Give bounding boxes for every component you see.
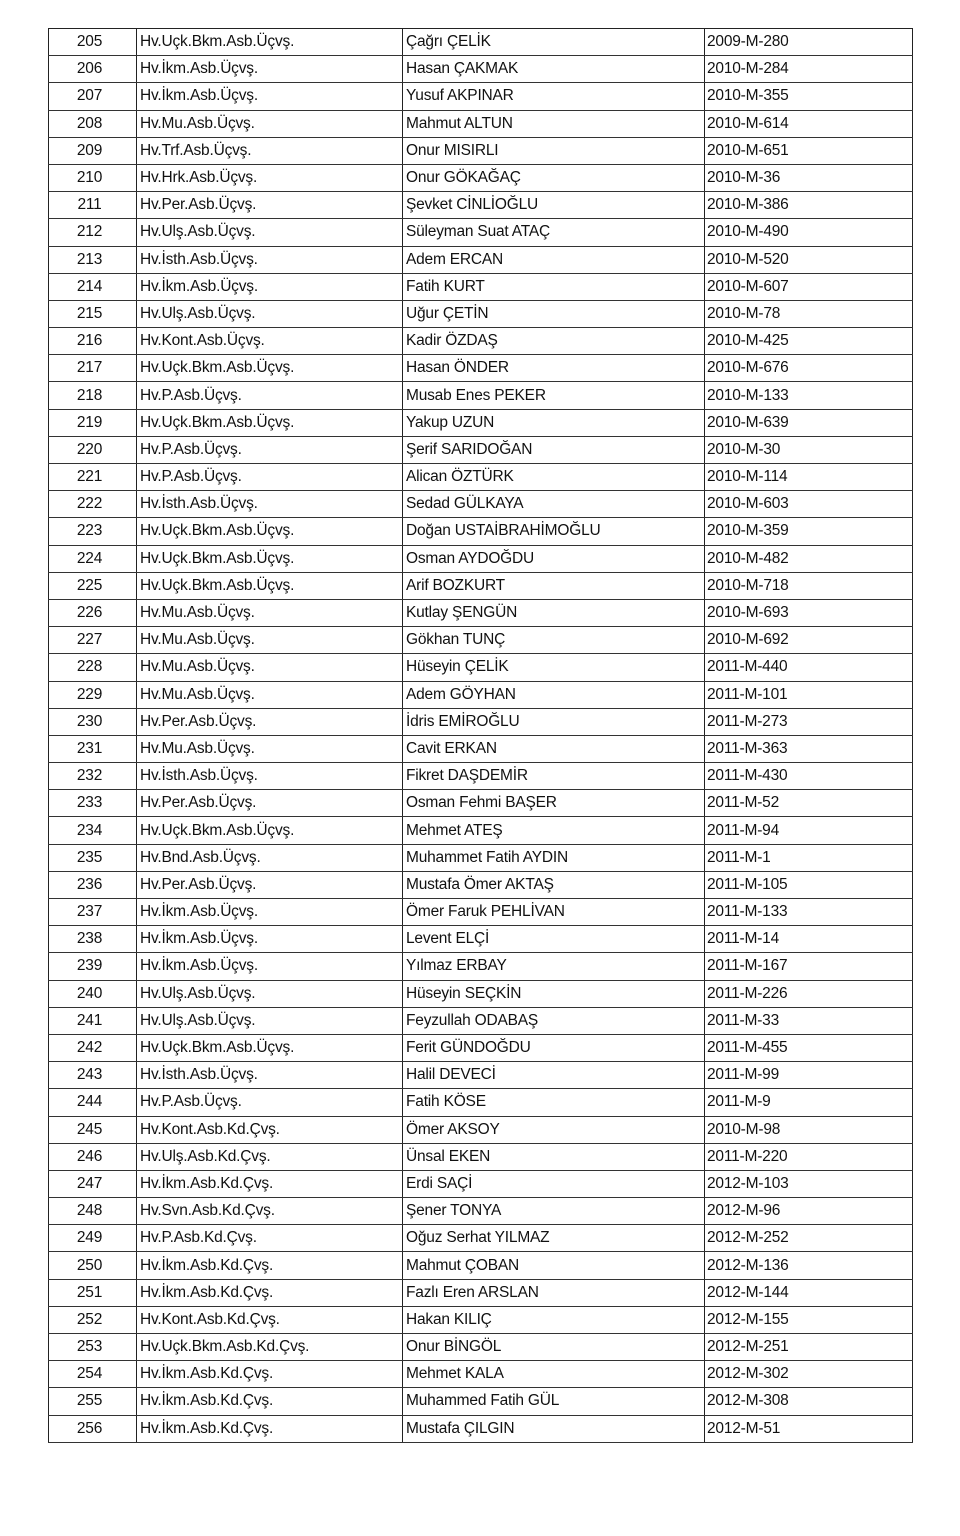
- table-row: [49, 83, 913, 110]
- table-row: [49, 491, 913, 518]
- unit-cell: Hv.İkm.Asb.Üçvş.: [137, 273, 403, 300]
- registry-number-cell: 2010-M-482: [705, 545, 913, 572]
- row-number-cell: 216: [49, 328, 137, 355]
- row-number-cell: 232: [49, 763, 137, 790]
- unit-cell: Hv.Mu.Asb.Üçvş.: [137, 110, 403, 137]
- registry-number-cell: 2011-M-52: [705, 790, 913, 817]
- registry-number-cell: 2010-M-359: [705, 518, 913, 545]
- registry-number-cell: 2011-M-9: [705, 1089, 913, 1116]
- unit-cell: Hv.Mu.Asb.Üçvş.: [137, 599, 403, 626]
- person-name-cell: Musab Enes PEKER: [403, 382, 705, 409]
- table-row: [49, 654, 913, 681]
- row-number-cell: 240: [49, 980, 137, 1007]
- table-row: [49, 817, 913, 844]
- person-name-cell: Mustafa ÇILGIN: [403, 1415, 705, 1442]
- person-name-cell: Hüseyin SEÇKİN: [403, 980, 705, 1007]
- person-name-cell: Oğuz Serhat YILMAZ: [403, 1225, 705, 1252]
- unit-cell: Hv.Mu.Asb.Üçvş.: [137, 735, 403, 762]
- unit-cell: Hv.Ulş.Asb.Üçvş.: [137, 300, 403, 327]
- row-number-cell: 243: [49, 1062, 137, 1089]
- person-name-cell: Mahmut ALTUN: [403, 110, 705, 137]
- unit-cell: Hv.Hrk.Asb.Üçvş.: [137, 164, 403, 191]
- row-number-cell: 205: [49, 29, 137, 56]
- row-number-cell: 256: [49, 1415, 137, 1442]
- registry-number-cell: 2011-M-363: [705, 735, 913, 762]
- unit-cell: Hv.Uçk.Bkm.Asb.Üçvş.: [137, 518, 403, 545]
- person-name-cell: Muhammed Fatih GÜL: [403, 1388, 705, 1415]
- row-number-cell: 238: [49, 926, 137, 953]
- registry-number-cell: 2012-M-302: [705, 1361, 913, 1388]
- row-number-cell: 230: [49, 708, 137, 735]
- registry-number-cell: 2010-M-386: [705, 192, 913, 219]
- unit-cell: Hv.Ulş.Asb.Üçvş.: [137, 219, 403, 246]
- row-number-cell: 211: [49, 192, 137, 219]
- unit-cell: Hv.Bnd.Asb.Üçvş.: [137, 844, 403, 871]
- registry-number-cell: 2011-M-226: [705, 980, 913, 1007]
- unit-cell: Hv.P.Asb.Kd.Çvş.: [137, 1225, 403, 1252]
- row-number-cell: 208: [49, 110, 137, 137]
- person-name-cell: Çağrı ÇELİK: [403, 29, 705, 56]
- registry-number-cell: 2010-M-36: [705, 164, 913, 191]
- unit-cell: Hv.İkm.Asb.Üçvş.: [137, 899, 403, 926]
- person-name-cell: Mustafa Ömer AKTAŞ: [403, 871, 705, 898]
- registry-number-cell: 2010-M-607: [705, 273, 913, 300]
- row-number-cell: 233: [49, 790, 137, 817]
- row-number-cell: 245: [49, 1116, 137, 1143]
- person-name-cell: Arif BOZKURT: [403, 572, 705, 599]
- table-row: [49, 953, 913, 980]
- table-row: [49, 382, 913, 409]
- registry-number-cell: 2011-M-455: [705, 1034, 913, 1061]
- unit-cell: Hv.İsth.Asb.Üçvş.: [137, 246, 403, 273]
- registry-number-cell: 2011-M-14: [705, 926, 913, 953]
- row-number-cell: 244: [49, 1089, 137, 1116]
- person-name-cell: Hasan ÖNDER: [403, 355, 705, 382]
- registry-number-cell: 2010-M-114: [705, 464, 913, 491]
- unit-cell: Hv.İkm.Asb.Kd.Çvş.: [137, 1388, 403, 1415]
- registry-number-cell: 2010-M-133: [705, 382, 913, 409]
- row-number-cell: 228: [49, 654, 137, 681]
- row-number-cell: 250: [49, 1252, 137, 1279]
- unit-cell: Hv.P.Asb.Üçvş.: [137, 464, 403, 491]
- person-name-cell: Kadir ÖZDAŞ: [403, 328, 705, 355]
- unit-cell: Hv.Uçk.Bkm.Asb.Üçvş.: [137, 29, 403, 56]
- unit-cell: Hv.Ulş.Asb.Üçvş.: [137, 980, 403, 1007]
- row-number-cell: 220: [49, 436, 137, 463]
- person-name-cell: Yusuf AKPINAR: [403, 83, 705, 110]
- table-row: [49, 137, 913, 164]
- unit-cell: Hv.Per.Asb.Üçvş.: [137, 708, 403, 735]
- person-name-cell: Sedad GÜLKAYA: [403, 491, 705, 518]
- table-row: [49, 599, 913, 626]
- table-row: [49, 1089, 913, 1116]
- row-number-cell: 209: [49, 137, 137, 164]
- table-row: [49, 899, 913, 926]
- unit-cell: Hv.İkm.Asb.Kd.Çvş.: [137, 1252, 403, 1279]
- registry-number-cell: 2012-M-136: [705, 1252, 913, 1279]
- table-row: [49, 763, 913, 790]
- table-row: [49, 980, 913, 1007]
- unit-cell: Hv.İkm.Asb.Üçvş.: [137, 56, 403, 83]
- table-row: [49, 871, 913, 898]
- table-row: [49, 192, 913, 219]
- unit-cell: Hv.Kont.Asb.Kd.Çvş.: [137, 1306, 403, 1333]
- unit-cell: Hv.P.Asb.Üçvş.: [137, 436, 403, 463]
- personnel-table: [48, 28, 913, 1443]
- table-row: [49, 1225, 913, 1252]
- table-row: [49, 409, 913, 436]
- person-name-cell: Mehmet ATEŞ: [403, 817, 705, 844]
- unit-cell: Hv.Uçk.Bkm.Asb.Üçvş.: [137, 817, 403, 844]
- registry-number-cell: 2010-M-693: [705, 599, 913, 626]
- person-name-cell: Levent ELÇİ: [403, 926, 705, 953]
- person-name-cell: Kutlay ŞENGÜN: [403, 599, 705, 626]
- row-number-cell: 249: [49, 1225, 137, 1252]
- unit-cell: Hv.Ulş.Asb.Üçvş.: [137, 1007, 403, 1034]
- table-row: [49, 1306, 913, 1333]
- row-number-cell: 237: [49, 899, 137, 926]
- table-row: [49, 926, 913, 953]
- registry-number-cell: 2011-M-133: [705, 899, 913, 926]
- personnel-table-body: [49, 29, 913, 1443]
- row-number-cell: 213: [49, 246, 137, 273]
- registry-number-cell: 2011-M-220: [705, 1143, 913, 1170]
- person-name-cell: Mahmut ÇOBAN: [403, 1252, 705, 1279]
- table-row: [49, 1252, 913, 1279]
- registry-number-cell: 2010-M-603: [705, 491, 913, 518]
- registry-number-cell: 2010-M-651: [705, 137, 913, 164]
- person-name-cell: Hasan ÇAKMAK: [403, 56, 705, 83]
- person-name-cell: Şener TONYA: [403, 1198, 705, 1225]
- person-name-cell: İdris EMİROĞLU: [403, 708, 705, 735]
- person-name-cell: Onur GÖKAĞAÇ: [403, 164, 705, 191]
- row-number-cell: 212: [49, 219, 137, 246]
- person-name-cell: Fatih KURT: [403, 273, 705, 300]
- table-row: [49, 328, 913, 355]
- registry-number-cell: 2012-M-155: [705, 1306, 913, 1333]
- registry-number-cell: 2012-M-96: [705, 1198, 913, 1225]
- row-number-cell: 255: [49, 1388, 137, 1415]
- unit-cell: Hv.İkm.Asb.Üçvş.: [137, 83, 403, 110]
- table-row: [49, 1334, 913, 1361]
- person-name-cell: Cavit ERKAN: [403, 735, 705, 762]
- registry-number-cell: 2010-M-692: [705, 627, 913, 654]
- row-number-cell: 231: [49, 735, 137, 762]
- table-row: [49, 273, 913, 300]
- row-number-cell: 214: [49, 273, 137, 300]
- table-row: [49, 355, 913, 382]
- row-number-cell: 235: [49, 844, 137, 871]
- registry-number-cell: 2011-M-99: [705, 1062, 913, 1089]
- person-name-cell: Onur MISIRLI: [403, 137, 705, 164]
- row-number-cell: 215: [49, 300, 137, 327]
- row-number-cell: 254: [49, 1361, 137, 1388]
- row-number-cell: 248: [49, 1198, 137, 1225]
- unit-cell: Hv.İsth.Asb.Üçvş.: [137, 491, 403, 518]
- person-name-cell: Alican ÖZTÜRK: [403, 464, 705, 491]
- person-name-cell: Adem GÖYHAN: [403, 681, 705, 708]
- row-number-cell: 224: [49, 545, 137, 572]
- person-name-cell: Doğan USTAİBRAHİMOĞLU: [403, 518, 705, 545]
- person-name-cell: Gökhan TUNÇ: [403, 627, 705, 654]
- registry-number-cell: 2011-M-430: [705, 763, 913, 790]
- unit-cell: Hv.İkm.Asb.Kd.Çvş.: [137, 1170, 403, 1197]
- registry-number-cell: 2011-M-105: [705, 871, 913, 898]
- row-number-cell: 247: [49, 1170, 137, 1197]
- registry-number-cell: 2011-M-273: [705, 708, 913, 735]
- row-number-cell: 229: [49, 681, 137, 708]
- row-number-cell: 239: [49, 953, 137, 980]
- person-name-cell: Hakan KILIÇ: [403, 1306, 705, 1333]
- row-number-cell: 210: [49, 164, 137, 191]
- table-row: [49, 1279, 913, 1306]
- registry-number-cell: 2012-M-103: [705, 1170, 913, 1197]
- table-row: [49, 844, 913, 871]
- unit-cell: Hv.Svn.Asb.Kd.Çvş.: [137, 1198, 403, 1225]
- registry-number-cell: 2009-M-280: [705, 29, 913, 56]
- table-row: [49, 1034, 913, 1061]
- person-name-cell: Süleyman Suat ATAÇ: [403, 219, 705, 246]
- row-number-cell: 221: [49, 464, 137, 491]
- table-row: [49, 1007, 913, 1034]
- row-number-cell: 236: [49, 871, 137, 898]
- person-name-cell: Onur BİNGÖL: [403, 1334, 705, 1361]
- person-name-cell: Adem ERCAN: [403, 246, 705, 273]
- row-number-cell: 206: [49, 56, 137, 83]
- person-name-cell: Muhammet Fatih AYDIN: [403, 844, 705, 871]
- person-name-cell: Fatih KÖSE: [403, 1089, 705, 1116]
- registry-number-cell: 2012-M-251: [705, 1334, 913, 1361]
- row-number-cell: 242: [49, 1034, 137, 1061]
- registry-number-cell: 2011-M-1: [705, 844, 913, 871]
- table-row: [49, 1143, 913, 1170]
- registry-number-cell: 2010-M-676: [705, 355, 913, 382]
- table-row: [49, 164, 913, 191]
- table-row: [49, 436, 913, 463]
- unit-cell: Hv.Mu.Asb.Üçvş.: [137, 681, 403, 708]
- person-name-cell: Uğur ÇETİN: [403, 300, 705, 327]
- row-number-cell: 252: [49, 1306, 137, 1333]
- table-row: [49, 1170, 913, 1197]
- unit-cell: Hv.Uçk.Bkm.Asb.Üçvş.: [137, 355, 403, 382]
- registry-number-cell: 2010-M-78: [705, 300, 913, 327]
- unit-cell: Hv.Per.Asb.Üçvş.: [137, 871, 403, 898]
- row-number-cell: 226: [49, 599, 137, 626]
- person-name-cell: Yakup UZUN: [403, 409, 705, 436]
- registry-number-cell: 2011-M-33: [705, 1007, 913, 1034]
- registry-number-cell: 2010-M-425: [705, 328, 913, 355]
- table-row: [49, 1415, 913, 1442]
- person-name-cell: Hüseyin ÇELİK: [403, 654, 705, 681]
- table-row: [49, 219, 913, 246]
- row-number-cell: 253: [49, 1334, 137, 1361]
- registry-number-cell: 2010-M-614: [705, 110, 913, 137]
- unit-cell: Hv.Per.Asb.Üçvş.: [137, 790, 403, 817]
- unit-cell: Hv.İsth.Asb.Üçvş.: [137, 763, 403, 790]
- person-name-cell: Mehmet KALA: [403, 1361, 705, 1388]
- table-row: [49, 246, 913, 273]
- person-name-cell: Şevket CİNLİOĞLU: [403, 192, 705, 219]
- registry-number-cell: 2010-M-98: [705, 1116, 913, 1143]
- registry-number-cell: 2011-M-440: [705, 654, 913, 681]
- unit-cell: Hv.Mu.Asb.Üçvş.: [137, 654, 403, 681]
- unit-cell: Hv.Uçk.Bkm.Asb.Üçvş.: [137, 1034, 403, 1061]
- unit-cell: Hv.Ulş.Asb.Kd.Çvş.: [137, 1143, 403, 1170]
- unit-cell: Hv.Per.Asb.Üçvş.: [137, 192, 403, 219]
- registry-number-cell: 2010-M-30: [705, 436, 913, 463]
- unit-cell: Hv.İkm.Asb.Kd.Çvş.: [137, 1279, 403, 1306]
- table-row: [49, 1388, 913, 1415]
- table-row: [49, 790, 913, 817]
- person-name-cell: Ömer Faruk PEHLİVAN: [403, 899, 705, 926]
- row-number-cell: 225: [49, 572, 137, 599]
- person-name-cell: Şerif SARIDOĞAN: [403, 436, 705, 463]
- row-number-cell: 227: [49, 627, 137, 654]
- table-row: [49, 681, 913, 708]
- registry-number-cell: 2011-M-94: [705, 817, 913, 844]
- table-row: [49, 110, 913, 137]
- registry-number-cell: 2010-M-355: [705, 83, 913, 110]
- person-name-cell: Ömer AKSOY: [403, 1116, 705, 1143]
- unit-cell: Hv.İkm.Asb.Kd.Çvş.: [137, 1415, 403, 1442]
- row-number-cell: 219: [49, 409, 137, 436]
- registry-number-cell: 2012-M-51: [705, 1415, 913, 1442]
- unit-cell: Hv.İkm.Asb.Kd.Çvş.: [137, 1361, 403, 1388]
- person-name-cell: Yılmaz ERBAY: [403, 953, 705, 980]
- table-row: [49, 1198, 913, 1225]
- row-number-cell: 241: [49, 1007, 137, 1034]
- registry-number-cell: 2010-M-284: [705, 56, 913, 83]
- row-number-cell: 234: [49, 817, 137, 844]
- row-number-cell: 217: [49, 355, 137, 382]
- table-row: [49, 1116, 913, 1143]
- registry-number-cell: 2012-M-144: [705, 1279, 913, 1306]
- unit-cell: Hv.Kont.Asb.Üçvş.: [137, 328, 403, 355]
- table-row: [49, 545, 913, 572]
- row-number-cell: 218: [49, 382, 137, 409]
- registry-number-cell: 2010-M-490: [705, 219, 913, 246]
- registry-number-cell: 2010-M-639: [705, 409, 913, 436]
- registry-number-cell: 2012-M-252: [705, 1225, 913, 1252]
- row-number-cell: 207: [49, 83, 137, 110]
- person-name-cell: Osman AYDOĞDU: [403, 545, 705, 572]
- person-name-cell: Fikret DAŞDEMİR: [403, 763, 705, 790]
- unit-cell: Hv.Uçk.Bkm.Asb.Üçvş.: [137, 409, 403, 436]
- row-number-cell: 246: [49, 1143, 137, 1170]
- unit-cell: Hv.İkm.Asb.Üçvş.: [137, 926, 403, 953]
- registry-number-cell: 2011-M-101: [705, 681, 913, 708]
- table-row: [49, 300, 913, 327]
- unit-cell: Hv.Kont.Asb.Kd.Çvş.: [137, 1116, 403, 1143]
- row-number-cell: 222: [49, 491, 137, 518]
- person-name-cell: Fazlı Eren ARSLAN: [403, 1279, 705, 1306]
- row-number-cell: 223: [49, 518, 137, 545]
- table-row: [49, 464, 913, 491]
- table-row: [49, 572, 913, 599]
- table-row: [49, 518, 913, 545]
- registry-number-cell: 2012-M-308: [705, 1388, 913, 1415]
- table-row: [49, 56, 913, 83]
- table-row: [49, 735, 913, 762]
- registry-number-cell: 2011-M-167: [705, 953, 913, 980]
- registry-number-cell: 2010-M-520: [705, 246, 913, 273]
- person-name-cell: Osman Fehmi BAŞER: [403, 790, 705, 817]
- unit-cell: Hv.İkm.Asb.Üçvş.: [137, 953, 403, 980]
- person-name-cell: Ünsal EKEN: [403, 1143, 705, 1170]
- person-name-cell: Feyzullah ODABAŞ: [403, 1007, 705, 1034]
- table-row: [49, 1062, 913, 1089]
- table-row: [49, 627, 913, 654]
- unit-cell: Hv.İsth.Asb.Üçvş.: [137, 1062, 403, 1089]
- unit-cell: Hv.Uçk.Bkm.Asb.Üçvş.: [137, 545, 403, 572]
- row-number-cell: 251: [49, 1279, 137, 1306]
- unit-cell: Hv.Uçk.Bkm.Asb.Kd.Çvş.: [137, 1334, 403, 1361]
- table-row: [49, 29, 913, 56]
- person-name-cell: Erdi SAÇİ: [403, 1170, 705, 1197]
- unit-cell: Hv.Trf.Asb.Üçvş.: [137, 137, 403, 164]
- table-row: [49, 1361, 913, 1388]
- unit-cell: Hv.Mu.Asb.Üçvş.: [137, 627, 403, 654]
- registry-number-cell: 2010-M-718: [705, 572, 913, 599]
- person-name-cell: Halil DEVECİ: [403, 1062, 705, 1089]
- unit-cell: Hv.Uçk.Bkm.Asb.Üçvş.: [137, 572, 403, 599]
- unit-cell: Hv.P.Asb.Üçvş.: [137, 1089, 403, 1116]
- person-name-cell: Ferit GÜNDOĞDU: [403, 1034, 705, 1061]
- table-row: [49, 708, 913, 735]
- unit-cell: Hv.P.Asb.Üçvş.: [137, 382, 403, 409]
